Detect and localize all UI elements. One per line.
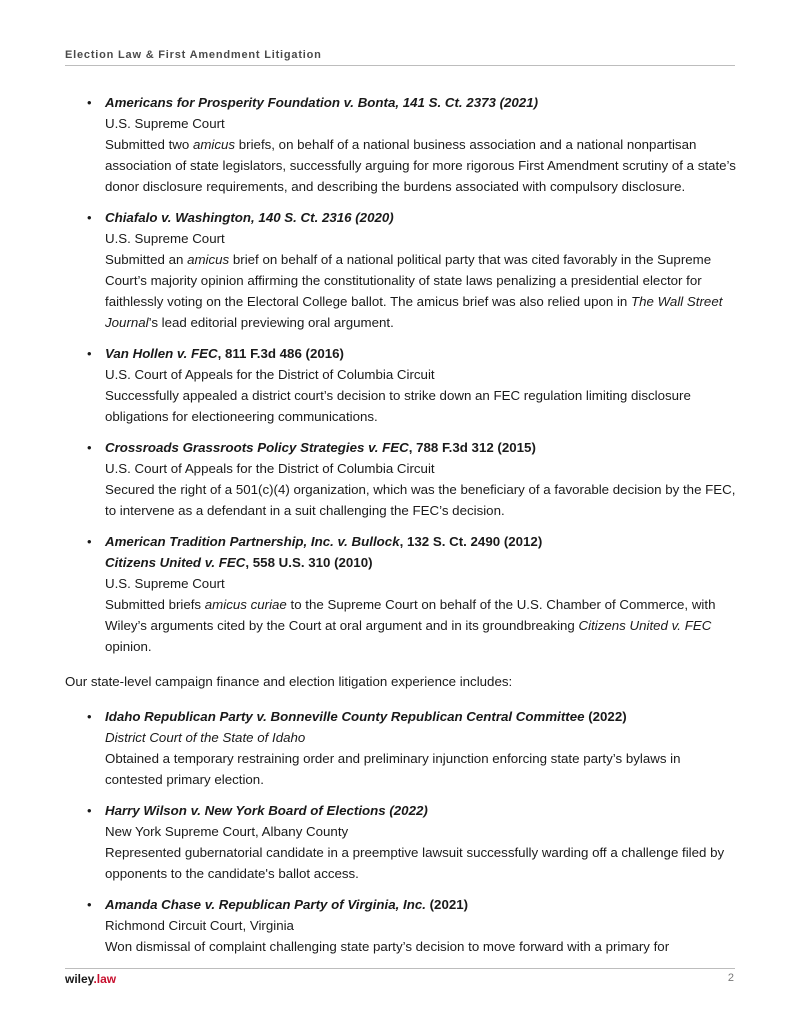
case-title-segment: , 788 F.3d 312 (2015) (408, 440, 536, 455)
case-description-segment: brief on behalf of a national political party that was cited favorably in the Supreme Court’s majority opinion affirming the constitutionality of state laws penalizing a presidential elector for faithlessly voting on the Electoral College ballot. The amicus brief was also relied upon in (105, 252, 712, 309)
case-description-segment: Represented gubernatorial candidate in a preemptive lawsuit successfully warding off a challenge filed by opponents to the candidate's ballot access. (105, 845, 725, 881)
page-header: Election Law & First Amendment Litigation (65, 49, 322, 61)
case-description (105, 594, 737, 657)
footer-logo-law: .law (93, 972, 117, 986)
case-description-segment: amicus (192, 137, 236, 152)
case-court: District Court of the State of Idaho (105, 730, 306, 745)
case-title-segment: Harry Wilson v. New York Board of Elections (2022) (105, 803, 428, 818)
case-title-segment: Amanda Chase v. Republican Party of Virginia, Inc. (105, 897, 426, 912)
case-court: U.S. Supreme Court (105, 576, 225, 591)
case-description-segment: Submitted two (105, 137, 193, 152)
case-title (105, 92, 737, 113)
case-item (87, 92, 737, 197)
case-description-segment: to the Supreme Court on behalf of the U.S. Chamber of Commerce, with Wiley’s arguments cited by the Court at oral argument and in its groundbreaking (105, 597, 716, 633)
case-court: U.S. Court of Appeals for the District of Columbia Circuit (105, 367, 435, 382)
case-title (105, 207, 737, 228)
state-intro-text: Our state-level campaign finance and election litigation experience includes: (65, 674, 513, 689)
footer-logo-wiley: wiley (65, 972, 94, 986)
case-description-segment: The Wall Street Journal (105, 294, 723, 330)
case-description (105, 249, 737, 333)
case-description (105, 842, 737, 884)
case-title (105, 343, 737, 364)
case-description-segment: Submitted an (105, 252, 188, 267)
case-item (87, 437, 737, 521)
case-description (105, 748, 737, 790)
case-description (105, 936, 737, 957)
case-description-segment: ’s lead editorial previewing oral argument. (148, 315, 394, 330)
case-description-segment: amicus (187, 252, 230, 267)
case-title-segment: (2021) (425, 897, 469, 912)
case-court: U.S. Supreme Court (105, 116, 225, 131)
case-description-segment: Secured the right of a 501(c)(4) organization, which was the beneficiary of a favorable decision by the FEC, to intervene as a defendant in a suit challenging the FEC’s decision. (105, 482, 736, 518)
case-title-segment: Crossroads Grassroots Policy Strategies v. FEC (105, 440, 409, 455)
case-title (105, 894, 737, 915)
case-title-segment: Chiafalo v. Washington, 140 S. Ct. 2316 (2020) (105, 210, 394, 225)
case-item (87, 207, 737, 333)
case-description (105, 385, 737, 427)
case-title (105, 800, 737, 821)
case-item (87, 706, 737, 790)
case-description-segment: Submitted briefs (105, 597, 205, 612)
case-title-secondary-segment: , 558 U.S. 310 (2010) (245, 555, 373, 570)
case-title-segment: , 811 F.3d 486 (2016) (217, 346, 344, 361)
case-title-segment: Americans for Prosperity Foundation v. Bonta, 141 S. Ct. 2373 (2021) (105, 95, 539, 110)
case-court: Richmond Circuit Court, Virginia (105, 918, 294, 933)
case-title-secondary-segment: Citizens United v. FEC (105, 555, 246, 570)
federal-case-list (65, 92, 737, 657)
case-item (87, 894, 737, 957)
case-description-segment: Citizens United v. FEC (578, 618, 712, 633)
case-description-segment: amicus curiae (204, 597, 287, 612)
case-court: U.S. Supreme Court (105, 231, 225, 246)
case-title-segment: Idaho Republican Party v. Bonneville County Republican Central Committee (105, 709, 585, 724)
case-title-secondary (105, 552, 737, 573)
page-number: 2 (727, 972, 734, 984)
case-description-segment: briefs, on behalf of a national business association and a national nonpartisan association of state legislators, successfully arguing for more rigorous First Amendment scrutiny of a state’s donor disclosure requirements, and describing the burdens associated with compulsory disclosure. (105, 137, 736, 194)
case-item (87, 800, 737, 884)
case-description-segment: opinion. (105, 639, 152, 654)
case-title (105, 531, 737, 552)
footer-divider (65, 968, 735, 969)
case-title (105, 706, 737, 727)
case-title (105, 437, 737, 458)
footer-logo[interactable] (65, 972, 116, 986)
case-court: New York Supreme Court, Albany County (105, 824, 349, 839)
case-title-segment: , 132 S. Ct. 2490 (2012) (399, 534, 543, 549)
case-description (105, 479, 737, 521)
case-title-segment: American Tradition Partnership, Inc. v. Bullock (105, 534, 400, 549)
header-divider (65, 65, 735, 66)
case-description-segment: Successfully appealed a district court’s decision to strike down an FEC regulation limiting disclosure obligations for electioneering communications. (105, 388, 691, 424)
case-description-segment: Won dismissal of complaint challenging state party’s decision to move forward with a primary for (105, 939, 670, 954)
case-court: U.S. Court of Appeals for the District of Columbia Circuit (105, 461, 435, 476)
state-case-list (65, 706, 737, 957)
document-body (65, 92, 737, 967)
case-item (87, 531, 737, 657)
case-title-segment: (2022) (584, 709, 627, 724)
case-description-segment: Obtained a temporary restraining order and preliminary injunction enforcing state party’s bylaws in contested primary election. (105, 751, 681, 787)
case-title-segment: Van Hollen v. FEC (105, 346, 218, 361)
case-description (105, 134, 737, 197)
case-item (87, 343, 737, 427)
